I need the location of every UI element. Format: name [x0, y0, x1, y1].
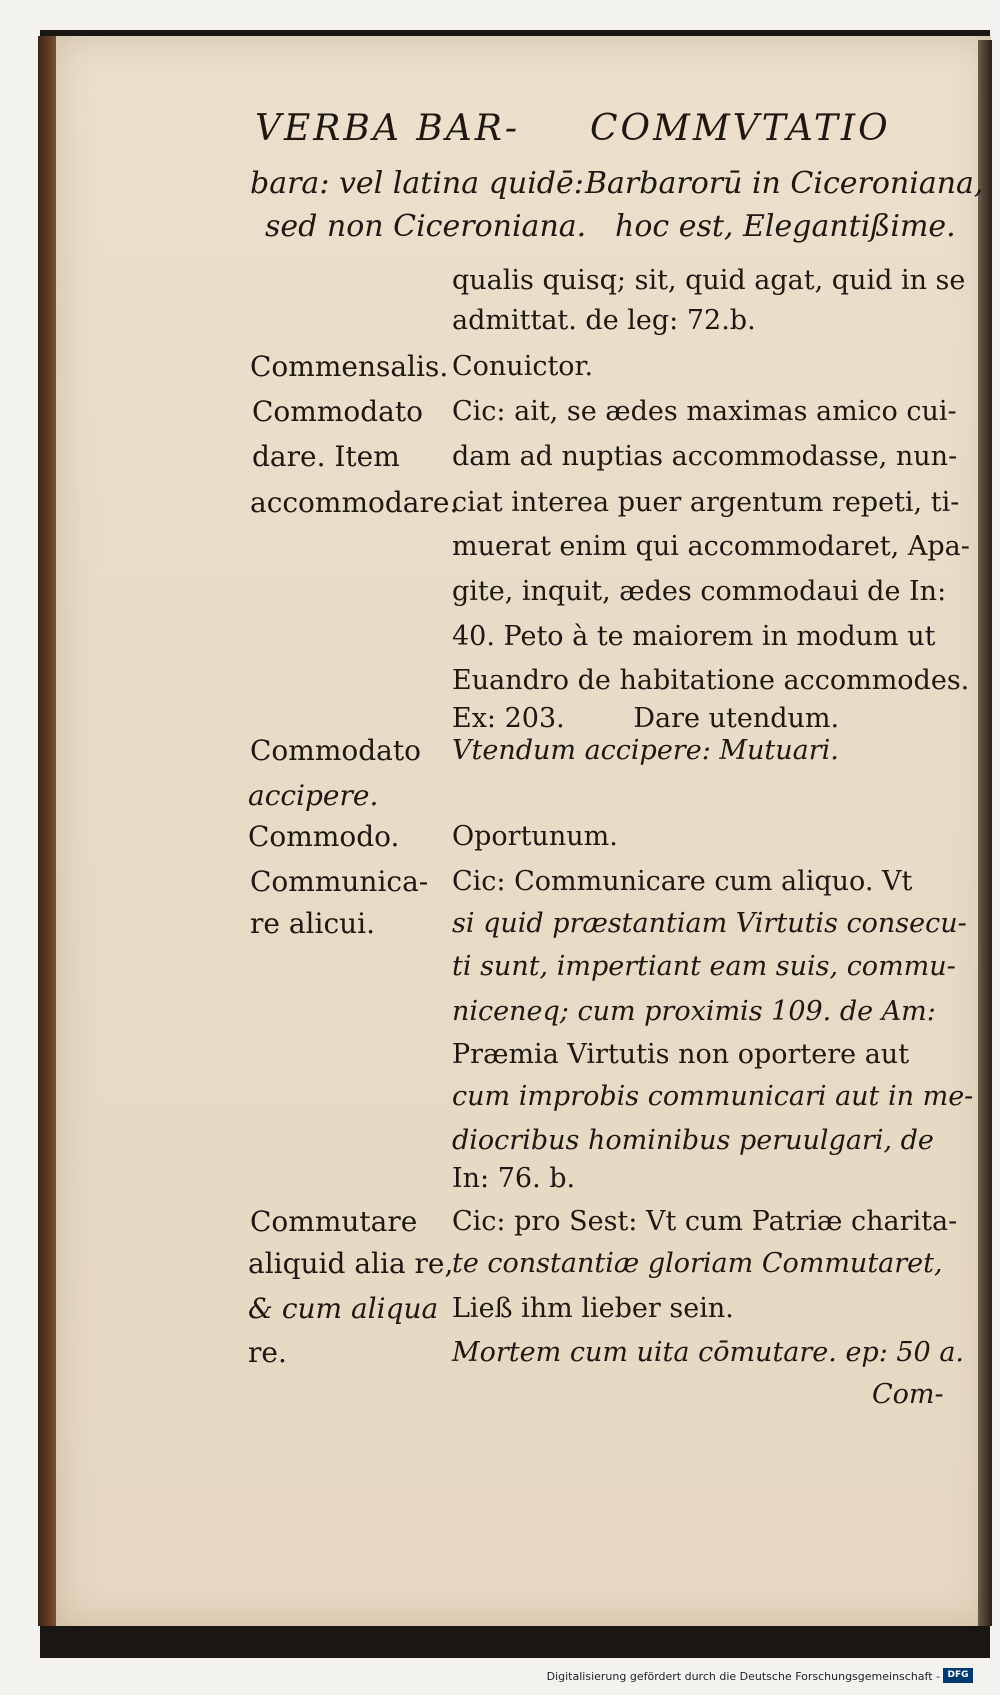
body-line: si quid præstantiam Virtutis consecu-	[452, 908, 967, 939]
body-line: Euandro de habitatione accommodes.	[452, 665, 970, 696]
body-line: cum improbis communicari aut in me-	[452, 1081, 974, 1112]
scan-background-top	[0, 0, 1000, 30]
lemma-commutare-line2: aliquid alia re,	[248, 1247, 454, 1280]
lemma-commodato-line1: Commodato	[252, 395, 423, 428]
body-line: Ließ ihm lieber sein.	[452, 1293, 734, 1324]
body-line: ti sunt, impertiant eam suis, commu-	[452, 951, 956, 982]
header-left-sub1: bara: vel latina quidē:	[250, 166, 584, 201]
body-line: gite, inquit, ædes commodaui de In:	[452, 576, 947, 607]
body-line: diocribus hominibus peruulgari, de	[452, 1125, 934, 1156]
body-line: Oportunum.	[452, 821, 618, 852]
dfg-logo: DFG	[943, 1668, 973, 1683]
body-line: ciat interea puer argentum repeti, ti-	[452, 487, 960, 518]
body-line: dam ad nuptias accommodasse, nun-	[452, 441, 958, 472]
body-line: Præmia Virtutis non oportere aut	[452, 1039, 910, 1070]
body-line: In: 76. b.	[452, 1163, 576, 1194]
lemma-commodato-accipere-line2: accipere.	[248, 779, 379, 812]
scan-background-left	[0, 0, 40, 1695]
body-line: qualis quisq; sit, quid agat, quid in se	[452, 265, 966, 296]
body-line: Cic: Communicare cum aliquo. Vt	[452, 866, 913, 897]
body-line: admittat. de leg: 72.b.	[452, 305, 756, 336]
header-right-title: COMMVTATIO	[590, 108, 891, 149]
lemma-commutare-line1: Commutare	[250, 1205, 418, 1238]
lemma-commensalis: Commensalis.	[250, 350, 449, 383]
page-fore-edge	[978, 40, 992, 1626]
digitization-credit: Digitalisierung gefördert durch die Deutsche Forschungsgemeinschaft -	[546, 1670, 940, 1683]
lemma-communicare-line1: Communica-	[250, 865, 429, 898]
body-line: Vtendum accipere: Mutuari.	[452, 735, 839, 766]
header-left-title: VERBA BAR-	[255, 108, 521, 149]
lemma-commodato-line3: accommodare.	[250, 486, 459, 519]
lemma-commutare-line4: re.	[248, 1336, 287, 1369]
body-line: Ex: 203. Dare utendum.	[452, 703, 840, 734]
lemma-commodo: Commodo.	[248, 820, 400, 853]
body-line: Cic: ait, se ædes maximas amico cui-	[452, 396, 957, 427]
body-line: 40. Peto à te maiorem in modum ut	[452, 621, 936, 652]
body-line: Mortem cum uita cōmutare. ep: 50 a.	[452, 1337, 964, 1368]
header-left-sub2: sed non Ciceroniana.	[265, 209, 587, 244]
body-line: Conuictor.	[452, 351, 594, 382]
body-line: Cic: pro Sest: Vt cum Patriæ charita-	[452, 1206, 958, 1237]
lemma-communicare-line2: re alicui.	[250, 907, 376, 940]
body-line: niceneq; cum proximis 109. de Am:	[452, 996, 936, 1027]
header-right-sub2: hoc est, Elegantißime.	[615, 209, 956, 244]
lemma-commutare-line3: & cum aliqua	[248, 1292, 439, 1325]
lemma-commodato-accipere-line1: Commodato	[250, 734, 421, 767]
body-line: muerat enim qui accommodaret, Apa-	[452, 531, 970, 562]
catchword: Com-	[872, 1379, 944, 1410]
header-right-sub1: Barbarorū in Ciceroniana,	[585, 166, 984, 201]
lemma-commodato-line2: dare. Item	[252, 440, 400, 473]
body-line: te constantiæ gloriam Commutaret,	[452, 1248, 943, 1279]
